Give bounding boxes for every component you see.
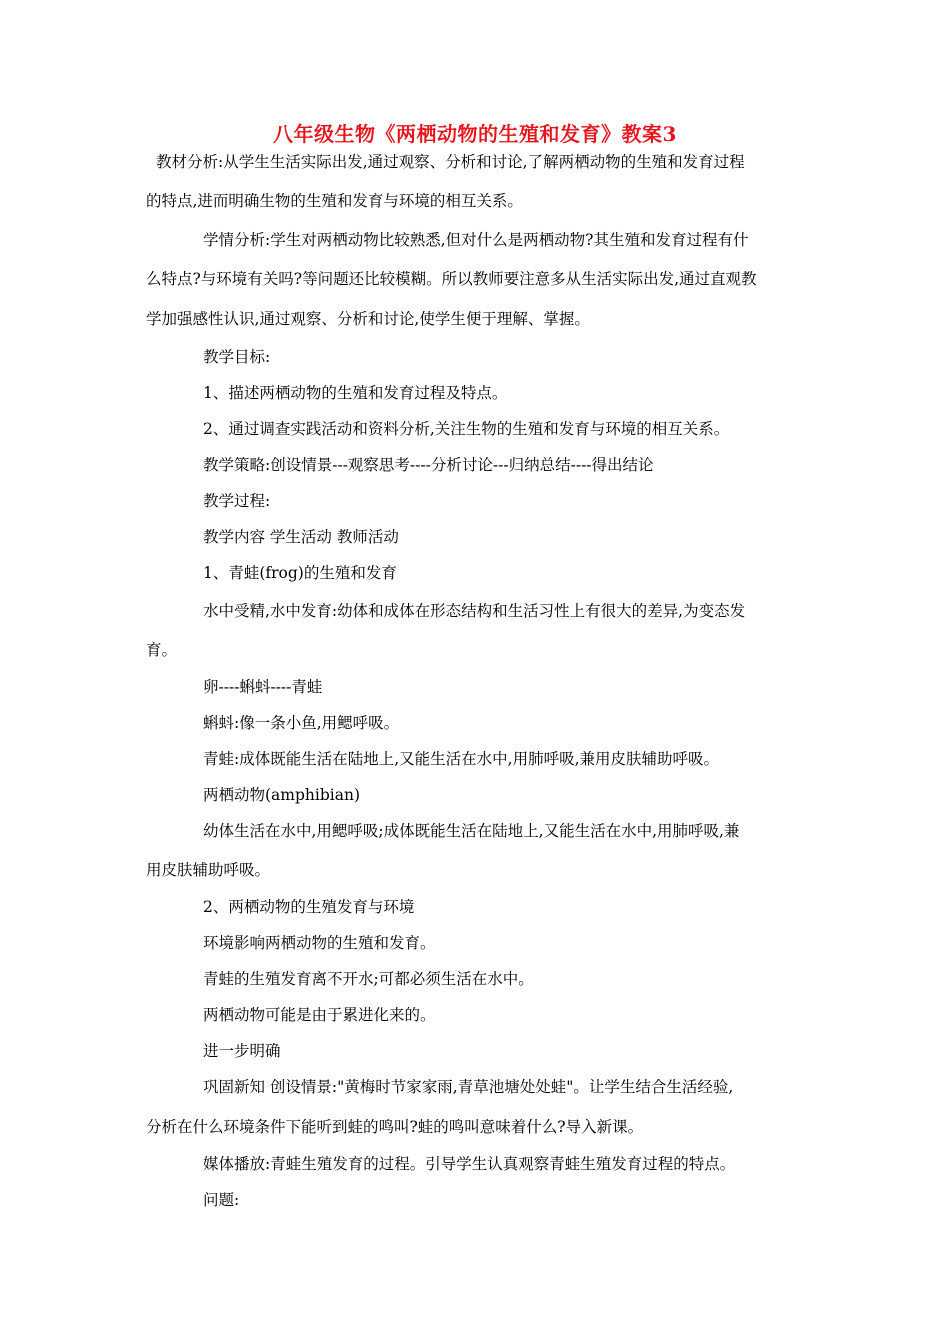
document-title: 八年级生物《两栖动物的生殖和发育》教案3 — [273, 122, 677, 146]
paragraph-line: 用皮肤辅助呼吸。 — [146, 861, 271, 879]
paragraph-line: 分析在什么环境条件下能听到蛙的鸣叫?蛙的鸣叫意味着什么?导入新课。 — [146, 1118, 644, 1136]
paragraph-line: 教材分析:从学生生活实际出发,通过观察、分析和讨论,了解两栖动物的生殖和发育过程 — [156, 153, 745, 171]
paragraph-line: 水中受精,水中发育:幼体和成体在形态结构和生活习性上有很大的差异,为变态发 — [203, 602, 746, 620]
paragraph-line: 的特点,进而明确生物的生殖和发育与环境的相互关系。 — [146, 192, 523, 210]
paragraph-line: 教学内容 学生活动 教师活动 — [203, 528, 399, 546]
paragraph-line: 卵----蝌蚪----青蛙 — [203, 678, 323, 696]
paragraph-line: 1、描述两栖动物的生殖和发育过程及特点。 — [203, 384, 508, 402]
paragraph-line: 2、两栖动物的生殖发育与环境 — [203, 898, 415, 916]
paragraph-line: 进一步明确 — [203, 1042, 281, 1060]
paragraph-line: 学加强感性认识,通过观察、分析和讨论,使学生便于理解、掌握。 — [146, 310, 590, 328]
paragraph-line: 青蛙的生殖发育离不开水;可都必须生活在水中。 — [203, 970, 534, 988]
paragraph-line: 2、通过调查实践活动和资料分析,关注生物的生殖和发育与环境的相互关系。 — [203, 420, 730, 438]
paragraph-line: 育。 — [146, 641, 178, 659]
paragraph-line: 蝌蚪:像一条小鱼,用鳃呼吸。 — [203, 714, 400, 732]
paragraph-line: 么特点?与环境有关吗?等问题还比较模糊。所以教师要注意多从生活实际出发,通过直观教 — [146, 270, 757, 288]
paragraph-line: 青蛙:成体既能生活在陆地上,又能生活在水中,用肺呼吸,兼用皮肤辅助呼吸。 — [203, 750, 720, 768]
paragraph-line: 巩固新知 创设情景:"黄梅时节家家雨,青草池塘处处蛙"。让学生结合生活经验, — [203, 1078, 734, 1096]
paragraph-line: 问题: — [203, 1191, 240, 1209]
paragraph-line: 两栖动物(amphibian) — [203, 786, 360, 804]
paragraph-line: 两栖动物可能是由于累进化来的。 — [203, 1006, 436, 1024]
paragraph-line: 环境影响两栖动物的生殖和发育。 — [203, 934, 436, 952]
paragraph-line: 教学目标: — [203, 348, 271, 366]
paragraph-line: 学情分析:学生对两栖动物比较熟悉,但对什么是两栖动物?其生殖和发育过程有什 — [203, 231, 749, 249]
paragraph-line: 幼体生活在水中,用鳃呼吸;成体既能生活在陆地上,又能生活在水中,用肺呼吸,兼 — [203, 822, 740, 840]
paragraph-line: 1、青蛙(frog)的生殖和发育 — [203, 564, 397, 582]
paragraph-line: 教学策略:创设情景---观察思考----分析讨论---归纳总结----得出结论 — [203, 456, 654, 474]
paragraph-line: 媒体播放:青蛙生殖发育的过程。引导学生认真观察青蛙生殖发育过程的特点。 — [203, 1155, 736, 1173]
paragraph-line: 教学过程: — [203, 492, 271, 510]
